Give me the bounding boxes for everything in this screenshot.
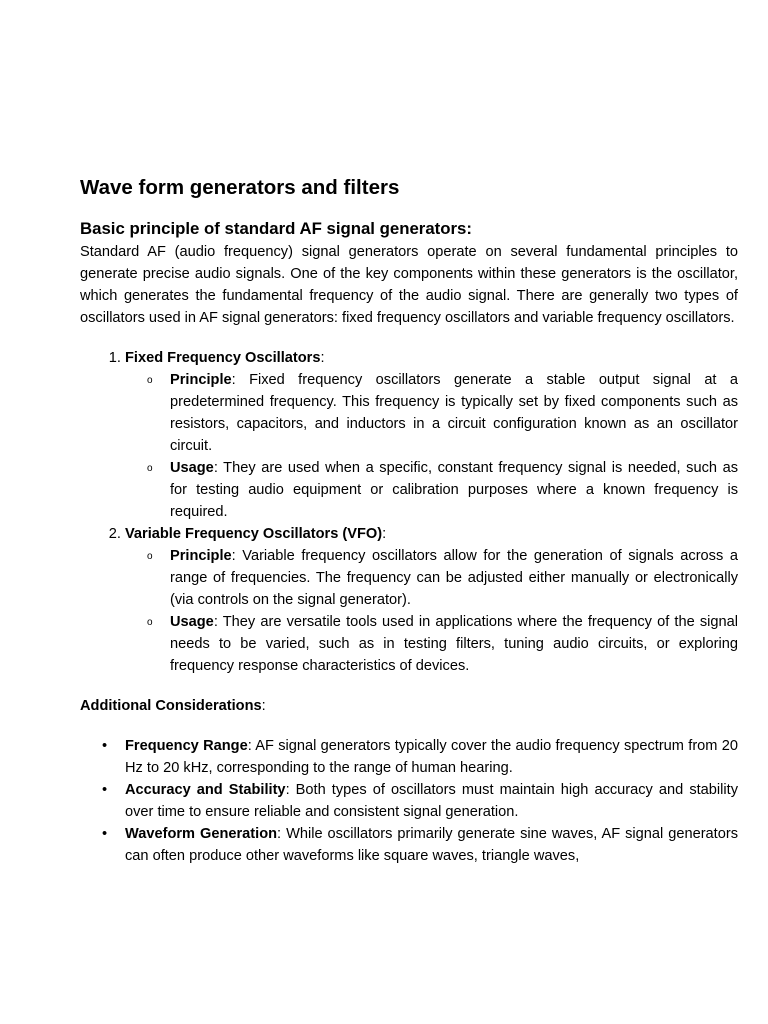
usage-text: : They are versatile tools used in applications where the frequency of the signal needs to be varied, such as in testing filters, tuning audio circuits, or exploring frequency response characteristics of devices.: [170, 614, 738, 674]
oscillator-details: [125, 369, 738, 523]
oscillator-item-variable: 2. Variable Frequency Oscillators (VFO): o Principle: Variable frequency oscillators allow for the generation of signals across a range of frequencies. The frequency can be adjusted either manually or electronically (via controls on the signal generator). o Usage: They are versatile tools used in applications where the frequency of the signal needs to be varied, such as in testing filters, tuning audio circuits, or exploring frequency response characteristics of devices.: [125, 523, 738, 677]
principle-text: : Fixed frequency oscillators generate a stable output signal at a predetermined frequency. This frequency is typically set by fixed components such as resistors, capacitors, and inductors in a circuit configuration known as an oscillator circuit.: [170, 372, 738, 454]
principle-text: : Variable frequency oscillators allow for the generation of signals across a range of frequencies. The frequency can be adjusted either manually or electronically (via controls on the signal generator).: [170, 548, 738, 608]
consideration-item: [125, 735, 738, 779]
additional-heading-label: Additional Considerations: [80, 698, 262, 714]
consideration-text: : While oscillators primarily generate sine waves, AF signal generators can often produce other waveforms like square waves, triangle waves,: [125, 826, 738, 864]
principle-label: Principle: [170, 372, 232, 388]
consideration-text: : AF signal generators typically cover the audio frequency spectrum from 20 Hz to 20 kHz, corresponding to the range of human hearing.: [125, 738, 738, 776]
consideration-label: Accuracy and Stability: [125, 782, 286, 798]
oscillator-list: [80, 347, 738, 677]
oscillator-details: [125, 545, 738, 677]
principle-label: Principle: [170, 548, 232, 564]
principle-item: [170, 545, 738, 611]
consideration-text: : Both types of oscillators must maintain high accuracy and stability over time to ensure reliable and consistent signal generation.: [125, 782, 738, 820]
oscillator-item-fixed: 1. Fixed Frequency Oscillators: o Principle: Fixed frequency oscillators generate a stable output signal at a predetermined frequency. This frequency is typically set by fixed components such as resistors, capacitors, and inductors in a circuit configuration known as an oscillator circuit. o Usage: They are used when a specific, constant frequency signal is needed, such as for testing audio equipment or calibration purposes where a known frequency is required.: [125, 347, 738, 523]
page-title: Wave form generators and filters: [80, 176, 400, 199]
consideration-label: Waveform Generation: [125, 826, 278, 842]
usage-text: : They are used when a specific, constant frequency signal is needed, such as for testing audio equipment or calibration purposes where a known frequency is required.: [170, 460, 738, 520]
considerations-list: [80, 735, 738, 867]
usage-label: Usage: [170, 614, 214, 630]
oscillator-name: Fixed Frequency Oscillators: [125, 350, 321, 366]
consideration-item: [125, 779, 738, 823]
usage-item: [170, 611, 738, 677]
additional-heading: Additional Considerations:: [80, 698, 266, 714]
consideration-item: [125, 823, 738, 867]
section-heading: Basic principle of standard AF signal generators:: [80, 219, 472, 238]
document-content: [80, 173, 738, 867]
usage-label: Usage: [170, 460, 214, 476]
consideration-label: Frequency Range: [125, 738, 248, 754]
principle-item: [170, 369, 738, 457]
usage-item: [170, 457, 738, 523]
oscillator-name: Variable Frequency Oscillators (VFO): [125, 526, 383, 542]
intro-paragraph: Standard AF (audio frequency) signal generators operate on several fundamental principles to generate precise audio signals. One of the key components within these generators is the oscillator, which generates the fundamental frequency of the audio signal. There are generally two types of oscillators used in AF signal generators: fixed frequency oscillators and variable frequency oscillators.: [80, 244, 738, 326]
